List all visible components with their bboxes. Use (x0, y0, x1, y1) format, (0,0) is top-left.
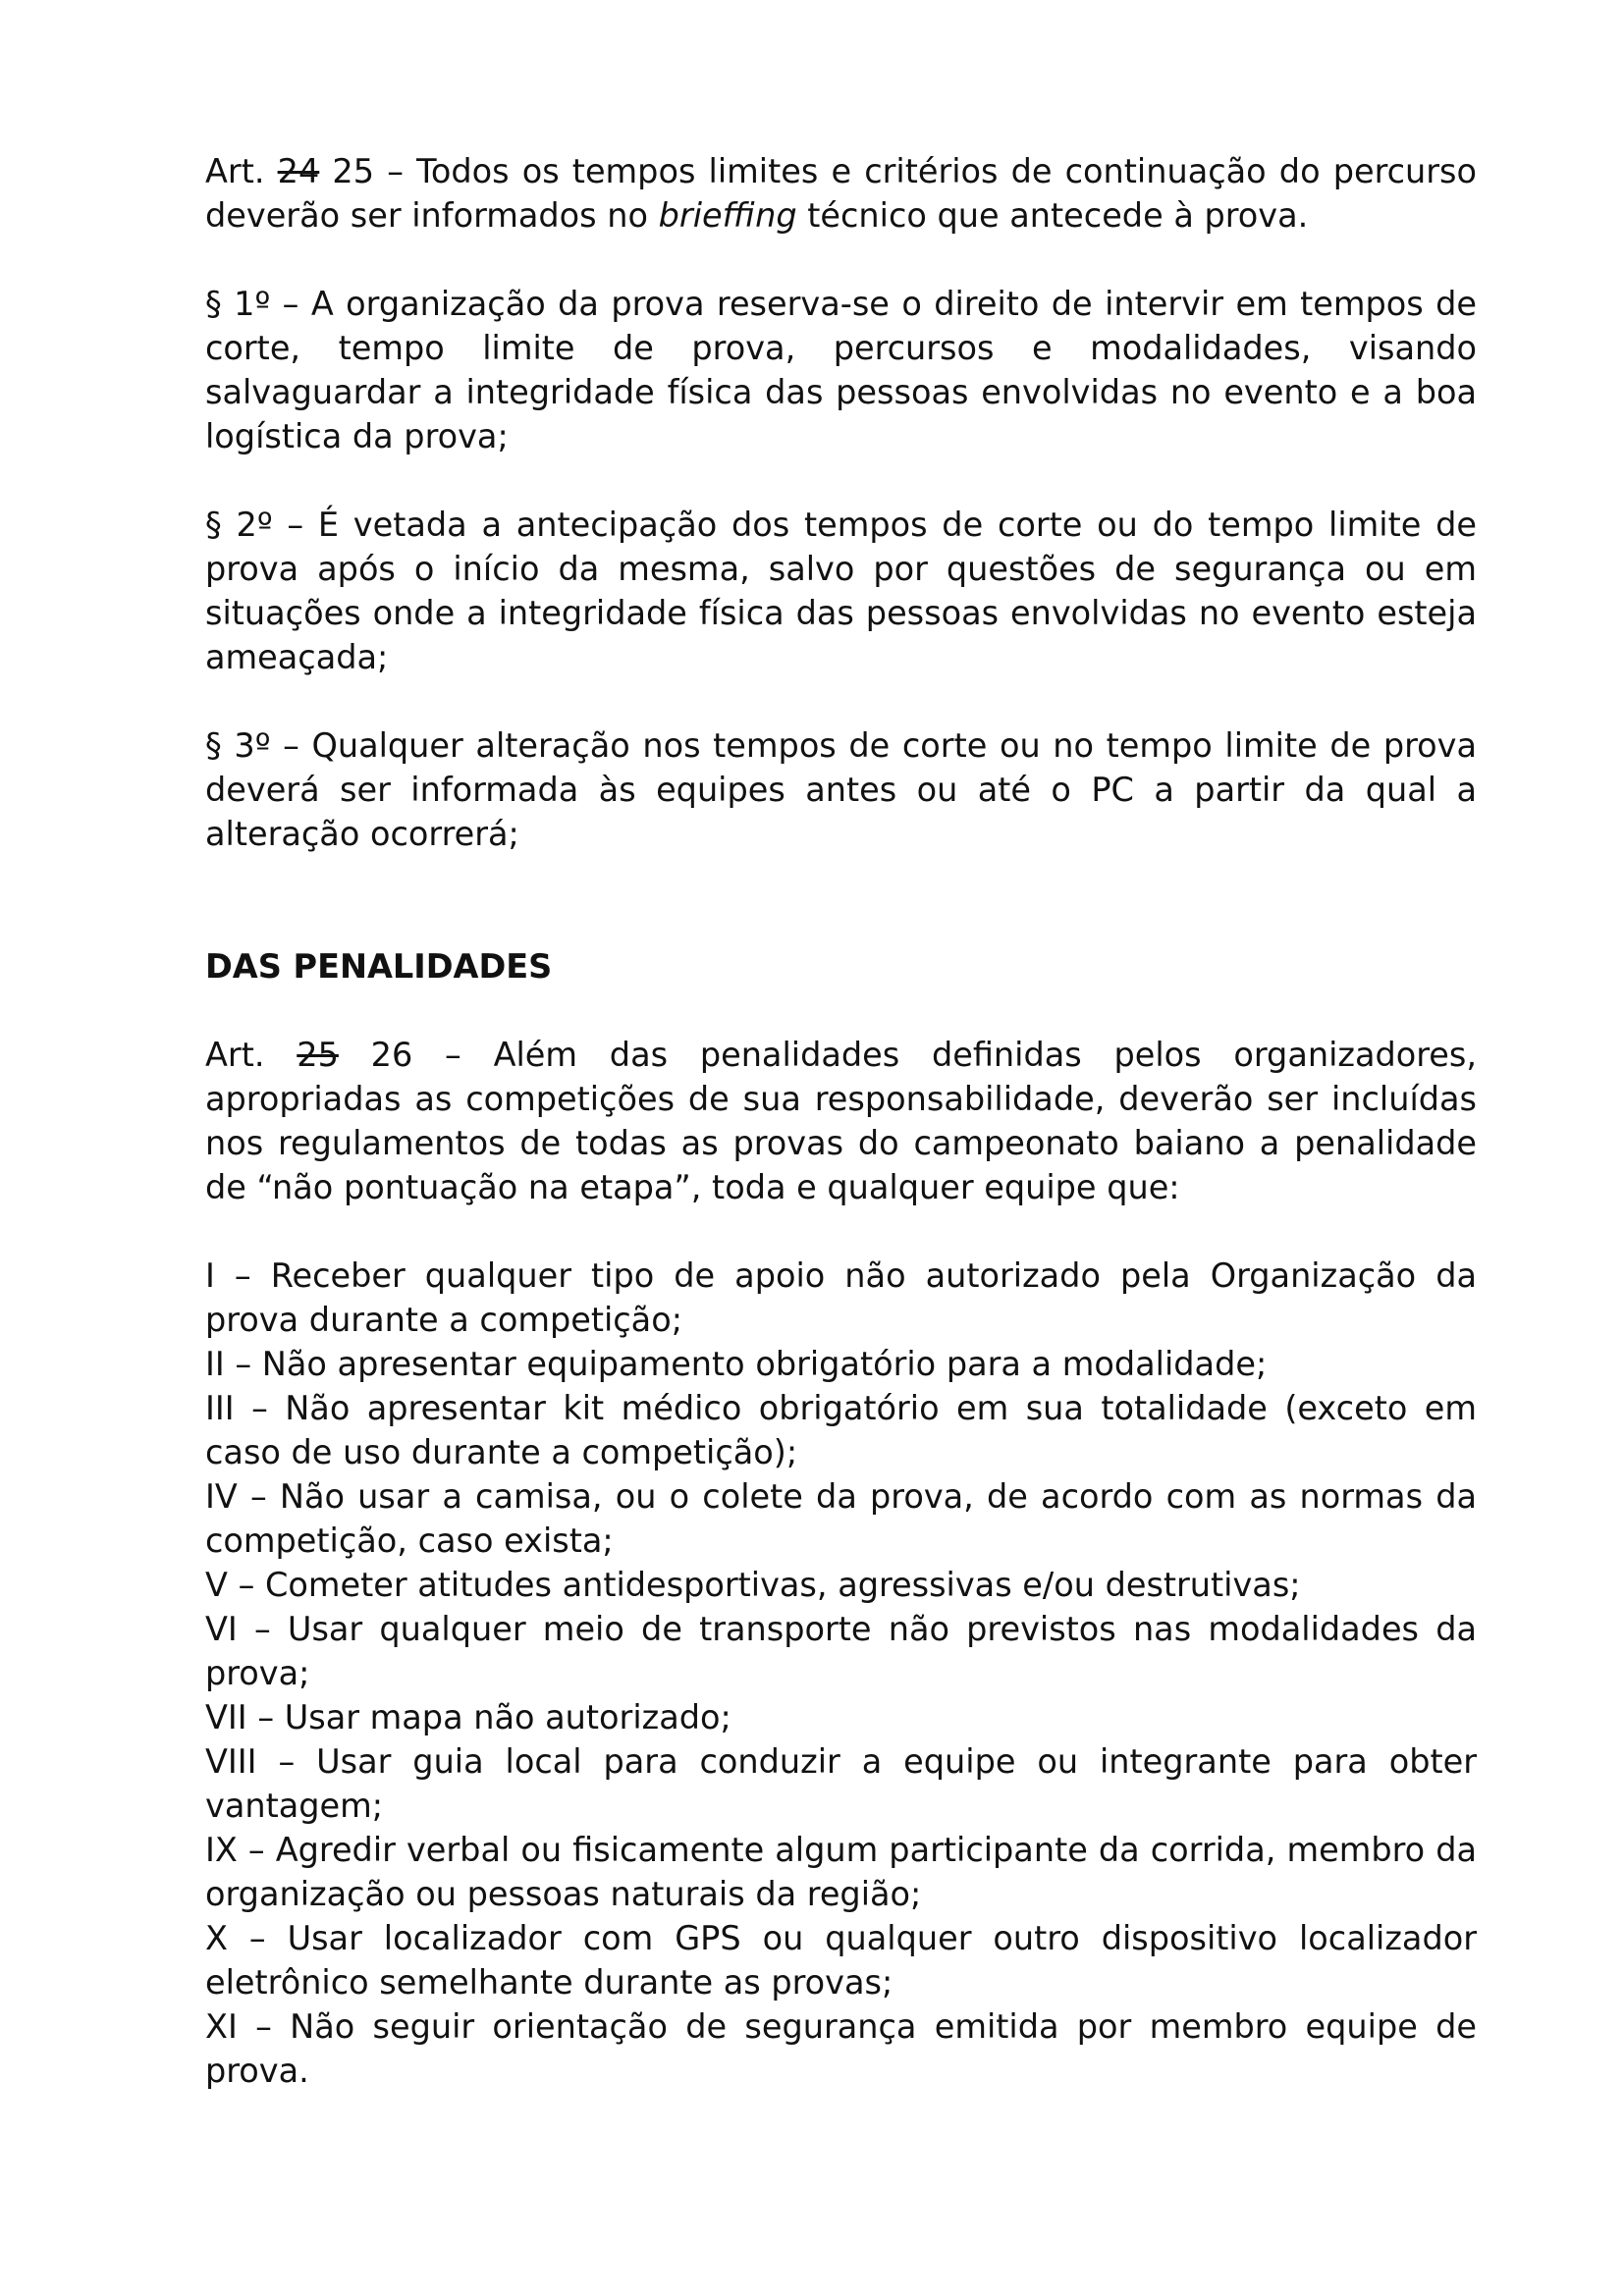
list-item: XI – Não seguir orientação de segurança emitida por membro equipe de prova. (205, 2007, 1477, 2090)
struck-article-number: 24 (277, 152, 320, 190)
paragraph-3: § 3º – Qualquer alteração nos tempos de corte ou no tempo limite de prova deverá ser informada às equipes antes ou até o PC a partir da qual a alteração ocorrerá; (205, 726, 1477, 853)
list-item: IX – Agredir verbal ou fisicamente algum participante da corrida, membro da organização ou pessoas naturais da região; (205, 1831, 1477, 1913)
paragraph-2: § 2º – É vetada a antecipação dos tempos de corte ou do tempo limite de prova após o início da mesma, salvo por questões de segurança ou em situações onde a integridade física das pessoas envolvidas no evento esteja ameaçada; (205, 506, 1477, 676)
section-heading: DAS PENALIDADES (205, 947, 553, 986)
list-item: VII – Usar mapa não autorizado; (205, 1698, 731, 1736)
list-item: V – Cometer atitudes antidesportivas, agressivas e/ou destrutivas; (205, 1566, 1301, 1604)
penalties-list (205, 1254, 1477, 2093)
struck-article-number: 25 (297, 1036, 339, 1074)
italic-term: brieffing (658, 196, 797, 235)
list-item: VIII – Usar guia local para conduzir a equipe ou integrante para obter vantagem; (205, 1742, 1477, 1825)
article-prefix: Art. (205, 152, 278, 190)
article-prefix: Art. (205, 1036, 298, 1074)
article-text-end: técnico que antecede à prova. (796, 196, 1309, 235)
list-item: IV – Não usar a camisa, ou o colete da prova, de acordo com as normas da competição, caso exista; (205, 1477, 1477, 1560)
document-page (205, 149, 1477, 2093)
article-25 (205, 149, 1477, 238)
list-item: I – Receber qualquer tipo de apoio não autorizado pela Organização da prova durante a competição; (205, 1256, 1477, 1339)
article-text: – Além das penalidades definidas pelos organizadores, apropriadas as competições de sua responsabilidade, deverão ser incluídas nos regulamentos de todas as provas do campeonato baiano a penalidade de “não pontuação na etapa”, toda e qualquer equipe que: (205, 1036, 1478, 1206)
article-26 (205, 1033, 1477, 1209)
article-number: 25 (319, 152, 375, 190)
article-number: 26 (338, 1036, 413, 1074)
list-item: II – Não apresentar equipamento obrigatório para a modalidade; (205, 1345, 1268, 1383)
list-item: X – Usar localizador com GPS ou qualquer outro dispositivo localizador eletrônico semelhante durante as provas; (205, 1919, 1477, 2002)
list-item: III – Não apresentar kit médico obrigatório em sua totalidade (exceto em caso de uso durante a competição); (205, 1389, 1477, 1471)
paragraph-1: § 1º – A organização da prova reserva-se o direito de intervir em tempos de corte, tempo limite de prova, percursos e modalidades, visando salvaguardar a integridade física das pessoas envolvidas no evento e a boa logística da prova; (205, 285, 1477, 455)
list-item: VI – Usar qualquer meio de transporte não previstos nas modalidades da prova; (205, 1610, 1477, 1692)
article-text: – Todos os tempos limites e critérios de continuação do percurso deverão ser informados no (205, 152, 1477, 235)
